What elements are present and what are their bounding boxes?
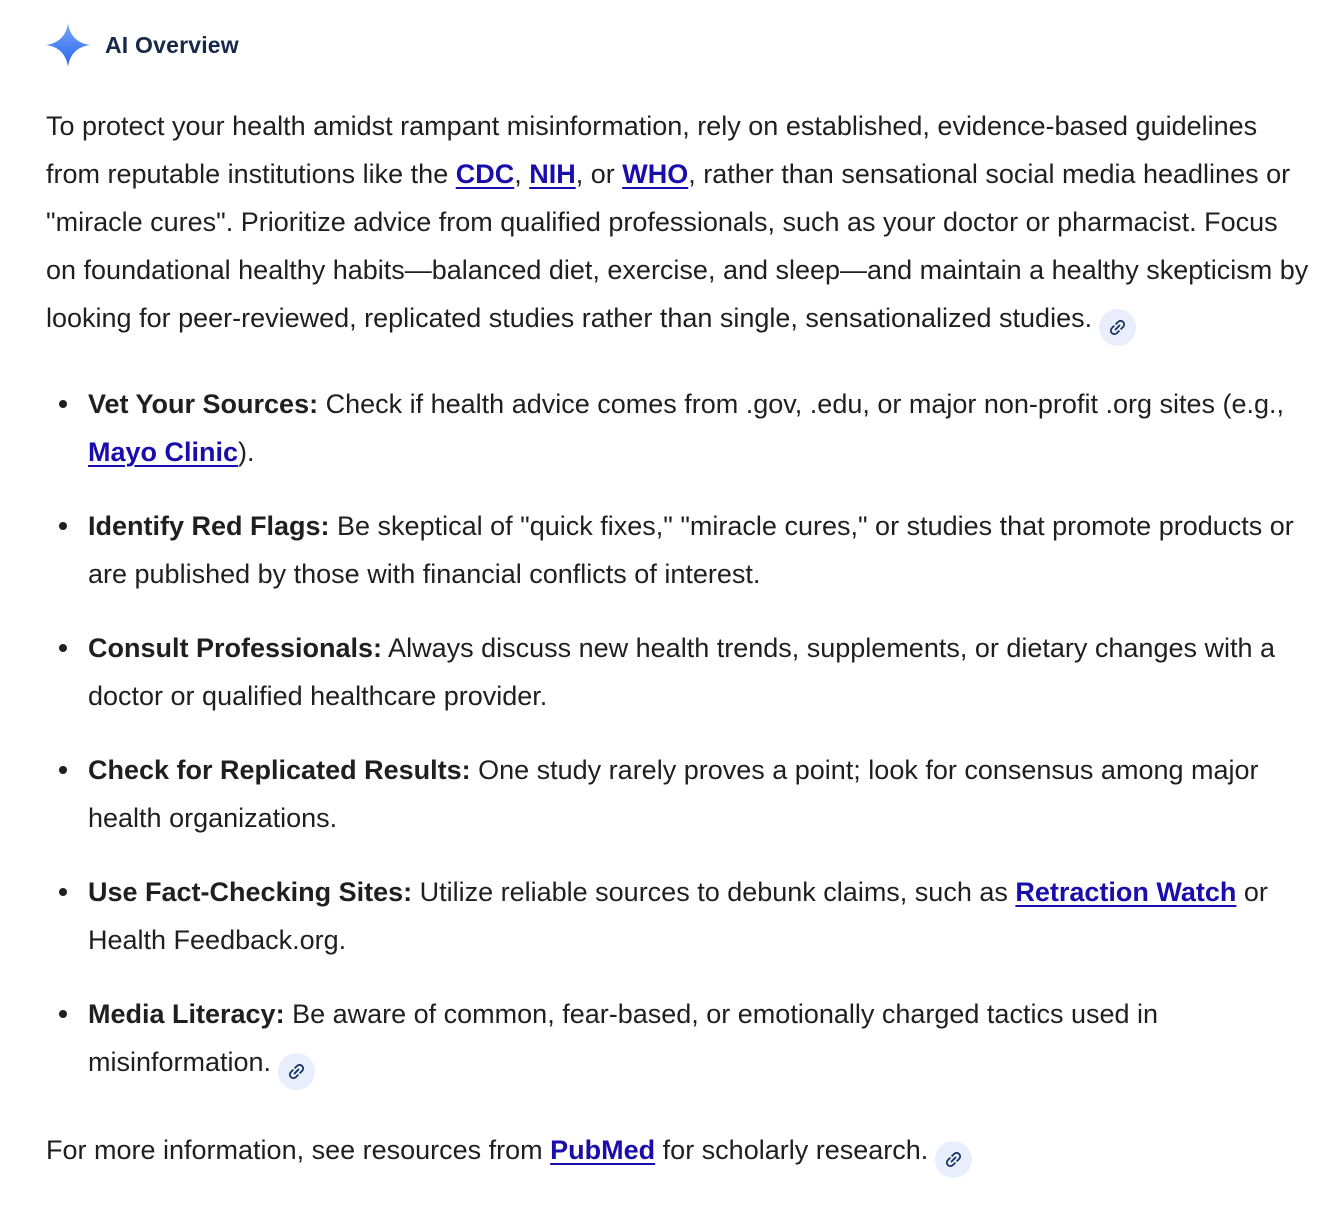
- inline-link-who[interactable]: WHO: [622, 159, 689, 189]
- gemini-sparkle-icon: [46, 20, 90, 70]
- citation-chip[interactable]: [1099, 309, 1136, 346]
- text-run: , or: [575, 159, 623, 189]
- citation-chip[interactable]: [935, 1141, 972, 1178]
- text-run: To protect your health amidst rampant misinformation, rely on established, evidence-based guidelines from reputable institutions like the: [46, 111, 1258, 189]
- overview-list: [46, 380, 1310, 1090]
- list-item: [46, 746, 1310, 842]
- bullet-lead: Vet Your Sources:: [88, 389, 319, 419]
- text-run: One study rarely proves a point; look for consensus among major health organizations.: [88, 755, 1259, 833]
- text-run: or Health Feedback.org.: [88, 877, 1268, 955]
- list-item: [46, 502, 1310, 598]
- ai-overview-header: [46, 20, 1310, 70]
- text-run: ,: [514, 159, 530, 189]
- bullet-lead: Identify Red Flags:: [88, 511, 330, 541]
- link-chain-icon: [1107, 317, 1128, 338]
- bullet-lead: Use Fact-Checking Sites:: [88, 877, 413, 907]
- inline-link-nih[interactable]: NIH: [529, 159, 576, 189]
- footer-paragraph: [46, 1126, 1310, 1178]
- text-run: Always discuss new health trends, supplements, or dietary changes with a doctor or qualified healthcare provider.: [88, 633, 1276, 711]
- link-chain-icon: [286, 1061, 307, 1082]
- citation-chip[interactable]: [278, 1053, 315, 1090]
- bullet-lead: Consult Professionals:: [88, 633, 383, 663]
- list-item: [46, 380, 1310, 476]
- text-run: Be aware of common, fear-based, or emotionally charged tactics used in misinformation.: [88, 999, 1159, 1077]
- list-item: [46, 624, 1310, 720]
- page-title: AI Overview: [105, 31, 239, 58]
- text-run: Utilize reliable sources to debunk claims, such as: [412, 877, 1016, 907]
- text-run: , rather than sensational social media headlines or "miracle cures". Prioritize advice from qualified professionals, such as your doctor or pharmacist. Focus on foundational healthy habits—balanced diet, exercise, and sleep—and maintain a healthy skepticism by looking for peer-reviewed, replicated studies rather than single, sensationalized studies.: [46, 159, 1309, 333]
- text-run: for scholarly research.: [655, 1135, 929, 1165]
- bullet-lead: Media Literacy:: [88, 999, 285, 1029]
- text-run: For more information, see resources from: [46, 1135, 551, 1165]
- list-item: [46, 868, 1310, 964]
- bullet-lead: Check for Replicated Results:: [88, 755, 471, 785]
- list-item: [46, 990, 1310, 1090]
- inline-link-pubmed[interactable]: PubMed: [550, 1135, 656, 1165]
- text-run: Check if health advice comes from .gov, .edu, or major non-profit .org sites (e.g.,: [318, 389, 1285, 419]
- text-run: ).: [238, 437, 255, 467]
- link-chain-icon: [943, 1149, 964, 1170]
- inline-link-mayo-clinic[interactable]: Mayo Clinic: [88, 437, 239, 467]
- text-run: Be skeptical of "quick fixes," "miracle cures," or studies that promote products or are published by those with financial conflicts of interest.: [88, 511, 1294, 589]
- inline-link-retraction-watch[interactable]: Retraction Watch: [1015, 877, 1237, 907]
- inline-link-cdc[interactable]: CDC: [455, 159, 515, 189]
- overview-paragraph: [46, 102, 1310, 346]
